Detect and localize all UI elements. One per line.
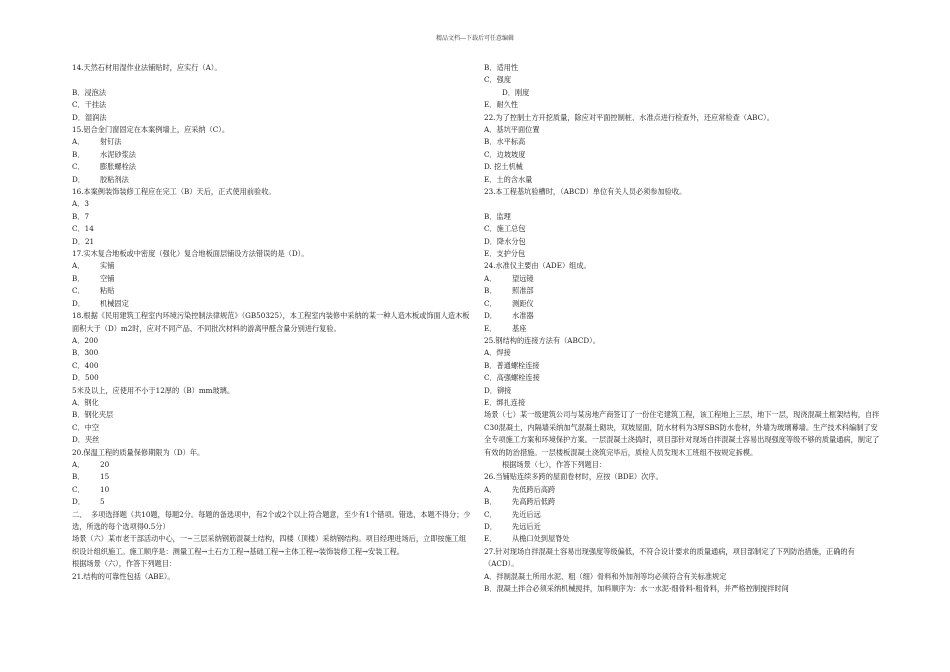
- option-letter: A．: [484, 484, 497, 494]
- option-line: [72, 149, 472, 161]
- text-line: C．边坡坡度: [484, 149, 526, 159]
- text-line: B．混凝土拌合必须采纳机械搅拌，加料顺序为：水一水泥-细骨料-粗骨料，并严格控制搅拌时间: [484, 584, 789, 594]
- option-line: [484, 533, 884, 545]
- option-line: [72, 161, 472, 173]
- left-column: [72, 62, 472, 583]
- text-line: C．中空: [72, 422, 100, 432]
- option-line: [484, 285, 884, 297]
- option-line: [72, 298, 472, 310]
- option-line: [484, 521, 884, 533]
- option-text: 照准部: [512, 286, 534, 296]
- option-text: 先远后近: [512, 522, 541, 532]
- text-line: D．刚度: [502, 87, 530, 97]
- text-line: A．拌制混凝土所用水泥、粗（细）骨料和外加剂等均必须符合有关标准规定: [484, 571, 727, 581]
- text-line: A．焊接: [484, 348, 511, 358]
- text-line: C．高强螺栓连接: [484, 373, 540, 383]
- text-line: C．干挂法: [72, 100, 107, 110]
- option-line: [484, 323, 884, 335]
- text-line: 根据场景（七），作答下列题目：: [502, 459, 607, 469]
- blank-line: [484, 198, 884, 210]
- text-line: C．施工总包: [484, 224, 526, 234]
- option-text: 15: [100, 472, 110, 482]
- option-text: 水准器: [512, 311, 534, 321]
- text-line: 场景（七）某一级建筑公司与某房地产商签订了一份住宅建筑工程，该工程地上三层，地下一层，现浇混凝土框架结构，自拌C30混凝土，内隔墙采纳加气混凝土砌块，双坡屋面，防水材料为3厚SBS防水卷材，外墙为玻璃幕墙。生产技术科编制了安全专项施工方案和环境保护方案。一层混凝土浇捣时，项目部针对现场自拌混凝土容易出现强度等级不够的质量通病，制定了有效的防治措施。一层楼板混凝土浇筑完毕后，质检人员发现木工班组不按规定拆模。: [484, 410, 880, 457]
- right-column: [484, 62, 884, 595]
- option-text: 机械固定: [100, 298, 129, 308]
- option-letter: D．: [484, 311, 497, 321]
- text-line: C．400: [72, 360, 99, 370]
- text-line: A．基坑平面位置: [484, 125, 540, 135]
- option-line: [484, 273, 884, 285]
- option-text: 空铺: [100, 273, 115, 283]
- option-line: [72, 496, 472, 508]
- option-letter: A．: [72, 261, 85, 271]
- text-line: B．钢化夹层: [72, 410, 114, 420]
- option-text: 测距仪: [512, 298, 534, 308]
- text-line: B．水平标高: [484, 137, 526, 147]
- option-line: [484, 496, 884, 508]
- text-line: 场景（六）某市老干部活动中心，一~三层采纳钢筋混凝土结构，四楼（顶楼）采纳钢结构。项目经理进场后，立即按施工组织设计组织施工。施工顺序是：测量工程→土石方工程→基础工程→主体工程→装饰装修工程→安装工程。: [72, 534, 467, 556]
- text-line: D．500: [72, 373, 99, 383]
- text-line: 18.根据《民用建筑工程室内环境污染控制法律规范》（GB50325），本工程室内装修中采纳的某一种人造木板或饰面人造木板面积大于（D）m2时，应对不同产品、不同批次材料的游离甲醛含量分别进行复验。: [72, 311, 470, 333]
- option-line: [484, 484, 884, 496]
- option-text: 胶粘剂法: [100, 174, 129, 184]
- option-letter: D．: [72, 298, 85, 308]
- option-text: 5: [100, 497, 105, 507]
- option-letter: C．: [72, 286, 85, 296]
- option-text: 20: [100, 459, 110, 469]
- option-letter: B．: [72, 472, 85, 482]
- option-text: 膨胀螺栓法: [100, 162, 136, 172]
- text-line: 二、 多项选择题（共10题，每题2分。每题的备选项中，有2个或2个以上符合题意，至少有1个错项。错选，本题不得分；少选，所选的每个选项得0.5分）: [72, 509, 471, 532]
- option-line: [72, 484, 472, 496]
- option-letter: B．: [484, 286, 497, 296]
- text-line: D. 挖土机械: [484, 162, 523, 172]
- option-letter: D．: [72, 174, 85, 184]
- text-line: 14.天然石材用湿作业法铺贴时，应实行（A）。: [72, 63, 222, 72]
- text-line: B．监理: [484, 211, 511, 221]
- text-line: A．3: [72, 199, 89, 209]
- option-letter: D．: [484, 522, 497, 532]
- text-line: C．强度: [484, 75, 512, 85]
- option-text: 水泥砂浆法: [100, 149, 136, 159]
- text-line: 17.实木复合地板或中密度（强化）复合地板面层铺设方法错误的是（D）。: [72, 249, 309, 259]
- option-letter: A．: [72, 137, 85, 147]
- option-text: 实铺: [100, 261, 115, 271]
- text-line: 22.为了控制土方开挖质量，除应对平面控制桩、水准点进行检查外，还应常检查（ABC）。: [484, 112, 774, 122]
- option-text: 从檐口处到屋脊处: [512, 534, 570, 544]
- option-line: [72, 273, 472, 285]
- text-line: 5米及以上，应使用不小于12厚的（B）mm玻璃。: [72, 385, 235, 395]
- text-line: E．绑扎连接: [484, 397, 526, 407]
- option-letter: E．: [484, 534, 497, 544]
- text-line: D．21: [72, 236, 95, 246]
- text-line: A．200: [72, 335, 99, 345]
- text-line: E．土的含水量: [484, 174, 533, 184]
- option-letter: E．: [484, 323, 497, 333]
- text-line: 26.当铺贴连续多跨的屋面卷材时，应按（BDE）次序。: [484, 472, 663, 482]
- option-letter: A．: [484, 273, 497, 283]
- text-line: 15.铝合金门窗固定在本案例墙上，应采纳（C）。: [72, 125, 230, 135]
- option-text: 先近后远: [512, 509, 541, 519]
- option-line: [72, 136, 472, 148]
- text-line: A．钢化: [72, 397, 99, 407]
- option-letter: B．: [72, 273, 85, 283]
- option-text: 基座: [512, 323, 527, 333]
- option-letter: C．: [484, 509, 497, 519]
- option-line: [484, 298, 884, 310]
- option-line: [484, 310, 884, 322]
- text-line: B．浸泡法: [72, 87, 107, 97]
- text-line: B．适用性: [484, 63, 519, 72]
- text-line: B．300: [72, 348, 99, 358]
- option-line: [72, 285, 472, 297]
- text-line: D．降水分包: [484, 236, 526, 246]
- text-line: 25.钢结构的连接方法有（ABCD）。: [484, 335, 600, 345]
- blank-line: [72, 74, 472, 86]
- option-line: [72, 174, 472, 186]
- text-line: 根据场景（六），作答下列题目：: [72, 559, 177, 569]
- option-letter: C．: [72, 484, 85, 494]
- option-letter: A．: [72, 459, 85, 469]
- option-letter: B．: [72, 149, 85, 159]
- text-line: B．7: [72, 211, 90, 221]
- text-line: 20.保温工程的质量保修期限为（D）年。: [72, 447, 205, 457]
- text-line: E．耐久性: [484, 100, 518, 110]
- option-letter: D．: [72, 497, 85, 507]
- text-line: C．14: [72, 224, 94, 234]
- option-letter: C．: [72, 162, 85, 172]
- text-line: 16.本案例装饰装修工程应在完工（B）天后，正式使用前验收。: [72, 187, 276, 197]
- option-line: [72, 471, 472, 483]
- option-line: [72, 459, 472, 471]
- text-line: D．夹丝: [72, 435, 100, 445]
- text-line: 24.水准仪主要由（ADE）组成。: [484, 261, 591, 271]
- option-line: [72, 260, 472, 272]
- text-line: 21.结构的可靠性包括（ABE）。: [72, 571, 175, 581]
- text-line: 27.针对现场自拌混凝土容易出现强度等级偏低，不符合设计要求的质量通病，项目部制定了下列防治措施，正确的有（ACD）。: [484, 546, 855, 569]
- option-text: 望远镜: [512, 273, 534, 283]
- option-line: [484, 509, 884, 521]
- text-line: D．铆接: [484, 385, 512, 395]
- text-line: E．支护分包: [484, 249, 526, 259]
- option-letter: C．: [484, 298, 497, 308]
- option-text: 粘贴: [100, 286, 115, 296]
- option-text: 先低跨后高跨: [512, 484, 556, 494]
- text-line: D．湿润法: [72, 112, 107, 122]
- page-header: 精品文档---下载后可任意编辑: [435, 35, 515, 42]
- option-text: 射钉法: [100, 137, 122, 147]
- text-line: B．普通螺栓连接: [484, 360, 540, 370]
- option-text: 10: [100, 484, 110, 494]
- option-text: 先高跨后低跨: [512, 497, 556, 507]
- text-line: 23.本工程基坑验槽时，（ABCD）单位有关人员必须参加验收。: [484, 187, 687, 197]
- option-letter: B．: [484, 497, 497, 507]
